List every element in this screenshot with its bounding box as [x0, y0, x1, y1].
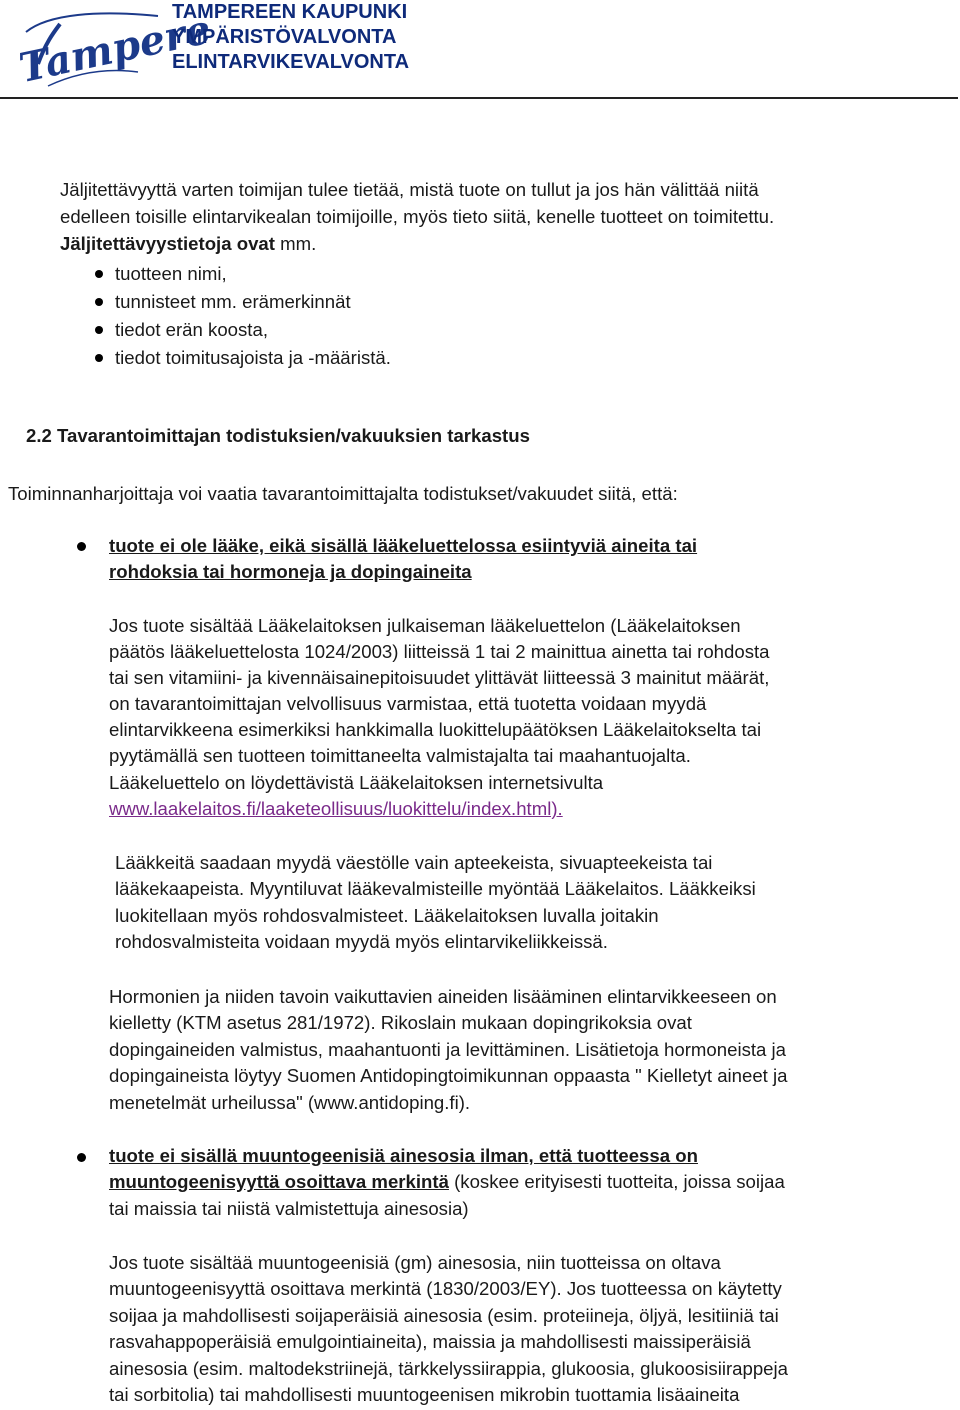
item1-para3-line: Hormonien ja niiden tavoin vaikuttavien aineiden lisääminen elintarvikkeeseen on [109, 986, 777, 1007]
traceability-line-1: Jäljitettävyyttä varten toimijan tulee tietää, mistä tuote on tullut ja jos hän välittää niitä [60, 179, 759, 200]
item1-para1-line: päätös lääkeluettelosta 1024/2003) liitteissä 1 tai 2 mainittua ainetta tai rohdosta [109, 641, 770, 662]
item1-para1-line: elintarvikkeena esimerkiksi hankkimalla luokittelupäätöksen Lääkelaitokselta tai [109, 719, 762, 740]
header-department: YMPÄRISTÖVALVONTA [172, 26, 397, 48]
item2-para-line: soijaa ja mahdollisesti soijaperäisiä ainesosia (esim. proteiineja, öljyä, lesitiiniä tai [109, 1305, 779, 1326]
traceability-bullet-2: tunnisteet mm. erämerkinnät [115, 291, 351, 312]
item1-para3-line: menetelmät urheilussa" (www.antidoping.fi). [109, 1092, 471, 1113]
traceability-bullet-4: tiedot toimitusajoista ja -määristä. [115, 347, 391, 368]
item2-title-line-1: tuote ei sisällä muuntogeenisiä ainesosia ilman, että tuotteessa on [109, 1145, 698, 1166]
item1-para3-line: dopingaineista löytyy Suomen Antidopingtoimikunnan oppaasta " Kielletyt aineet ja [109, 1065, 788, 1086]
item1-para1-line: tai sen vitamiini- ja kivennäisainepitoisuudet ylittävät liitteessä 3 mainitut määrät, [109, 667, 770, 688]
bullet-icon [95, 270, 103, 278]
svg-text:Tampere: Tampere [15, 5, 215, 92]
item1-title-line-2: rohdoksia tai hormoneja ja dopingaineita [109, 561, 472, 582]
item1-para1-line: on tavarantoimittajan velvollisuus varmistaa, että tuotetta voidaan myydä [109, 693, 707, 714]
bullet-icon [77, 1153, 86, 1162]
traceability-term: Jäljitettävyystietoja ovat [60, 233, 275, 254]
item1-para1-line: Jos tuote sisältää Lääkelaitoksen julkaiseman lääkeluettelon (Lääkelaitoksen [109, 615, 741, 636]
item1-para2-line: lääkekaapeista. Myyntiluvat lääkevalmisteille myöntää Lääkelaitos. Lääkkeiksi [115, 878, 756, 899]
item2-title-rest: (koskee erityisesti tuotteita, joissa soijaa [448, 1171, 785, 1192]
item2-para-line: tai sorbitolia) tai mahdollisesti muuntogeenisen mikrobin tuottamia lisäaineita [109, 1384, 740, 1405]
item1-para2-line: rohdosvalmisteita voidaan myydä myös elintarvikeliikkeissä. [115, 931, 608, 952]
traceability-bullet-3: tiedot erän koosta, [115, 319, 268, 340]
traceability-line-2: edelleen toisille elintarvikealan toimijoille, myös tieto siitä, kenelle tuotteet on toimitettu. [60, 206, 775, 227]
traceability-bullet-1: tuotteen nimi, [115, 263, 227, 284]
item2-para-line: muuntogeenisyyttä osoittava merkintä (1830/2003/EY). Jos tuotteessa on käytetty [109, 1278, 782, 1299]
bullet-icon [95, 326, 103, 334]
header-org: TAMPEREEN KAUPUNKI [172, 1, 408, 23]
item2-title-line-2 [109, 1169, 785, 1196]
item2-para-line: ainesosia (esim. maltodekstriinejä, tärkkelyssiirappia, glukoosia, glukoosisiirappeja [109, 1358, 788, 1379]
header-divider [0, 97, 958, 99]
header-unit: ELINTARVIKEVALVONTA [172, 51, 410, 73]
item2-para-line: rasvahappoperäisiä emulgointiaineita), maissia ja mahdollisesti maissiperäisiä [109, 1331, 751, 1352]
bullet-icon [95, 298, 103, 306]
bullet-icon [95, 354, 103, 362]
item1-para3-line: kielletty (KTM asetus 281/1972). Rikoslain mukaan dopingrikoksia ovat [109, 1012, 692, 1033]
traceability-line-3 [60, 231, 316, 258]
tampere-logo [8, 2, 215, 92]
item2-title-emphasis: muuntogeenisyyttä osoittava merkintä [109, 1171, 449, 1192]
item2-para-line: Jos tuote sisältää muuntogeenisiä (gm) ainesosia, niin tuotteissa on oltava [109, 1252, 721, 1273]
item2-title-line-3: tai maissia tai niistä valmistettuja ainesosia) [109, 1198, 469, 1219]
traceability-suffix: mm. [274, 233, 317, 254]
section-intro: Toiminnanharjoittaja voi vaatia tavarantoimittajalta todistukset/vakuudet siitä, että: [8, 483, 678, 504]
item1-title-line-1: tuote ei ole lääke, eikä sisällä lääkeluettelossa esiintyviä aineita tai [109, 535, 698, 556]
item1-para1-line: pyytämällä sen tuotteen toimittaneelta valmistajalta tai maahantuojalta. [109, 745, 691, 766]
item1-para1-line: Lääkeluettelo on löydettävistä Lääkelaitoksen internetsivulta [109, 772, 604, 793]
bullet-icon [77, 542, 86, 551]
laakelaitos-link[interactable]: www.laakelaitos.fi/laaketeollisuus/luokittelu/index.html). [109, 798, 563, 819]
item1-para3-line: dopingaineiden valmistus, maahantuonti ja levittäminen. Lisätietoja hormoneista ja [109, 1039, 787, 1060]
item1-para2-line: luokitellaan myös rohdosvalmisteet. Lääkelaitoksen luvalla joitakin [115, 905, 659, 926]
section-heading: 2.2 Tavarantoimittajan todistuksien/vakuuksien tarkastus [26, 425, 530, 446]
item1-para2-line: Lääkkeitä saadaan myydä väestölle vain apteekeista, sivuapteekeista tai [115, 852, 713, 873]
